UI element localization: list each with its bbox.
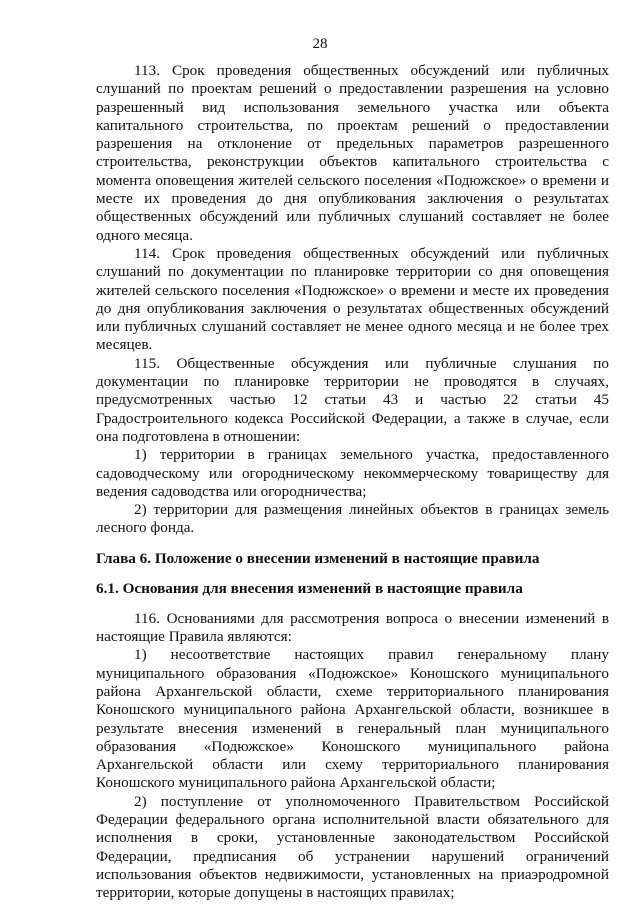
paragraph-115-item-2: 2) территории для размещения линейных объектов в границах земель лесного фонда.: [96, 501, 609, 537]
paragraph-116-item-2: 2) поступление от уполномоченного Правительством Российской Федерации федерального органа исполнительной власти обязательного для исполнения в сроки, установленные законодательством Российской Федерации, предписания об устранении нарушений ограничений использования объектов недвижимости, установленных на приаэродромной территории, которые допущены в настоящих правилах;: [96, 792, 609, 902]
paragraph-114: 114. Срок проведения общественных обсуждений или публичных слушаний по документации по планировке территории со дня оповещения жителей сельского поселения «Подюжское» о времени и месте их проведения до дня опубликования заключения о результатах общественных обсуждений или публичных слушаний составляет не менее одного месяца и не более трех месяцев.: [96, 244, 609, 354]
paragraph-115-item-1: 1) территории в границах земельного участка, предоставленного садоводческому или огородническому некоммерческому товариществу для ведения садоводства или огородничества;: [96, 446, 609, 500]
page-number: 28: [312, 36, 328, 52]
paragraph-116-item-1: 1) несоответствие настоящих правил генеральному плану муниципального образования «Подюжское» Коношского муниципального района Архангельской области, схеме территориального планирования Коношского муниципального района Архангельской области, возникшее в результате внесения изменений в генеральный план муниципального образования «Подюжское» Коношского муниципального района Архангельской области или схему территориального планирования Коношского муниципального района Архангельской области;: [96, 646, 609, 792]
paragraph-115: 115. Общественные обсуждения или публичные слушания по документации по планировке территории не проводятся в случаях, предусмотренных частью 12 статьи 43 и частью 22 статьи 45 Градостроительного кодекса Российской Федерации, а также в случае, если она подготовлена в отношении:: [96, 354, 609, 445]
chapter-heading: Глава 6. Положение о внесении изменений в настоящие правила: [96, 549, 540, 567]
paragraph-113: 113. Срок проведения общественных обсуждений или публичных слушаний по проектам решений о предоставлении разрешения на условно разрешенный вид использования земельного участка или объекта капитального строительства, по проектам решений о предоставлении разрешения на отклонение от предельных параметров разрешенного строительства, реконструкции объектов капитального строительства с момента оповещения жителей сельского поселения «Подюжское» о времени и месте их проведения до дня опубликования заключения о результатах общественных обсуждений или публичных слушаний составляет не более одного месяца.: [96, 62, 609, 244]
document-body: [96, 62, 609, 902]
section-heading: 6.1. Основания для внесения изменений в настоящие правила: [96, 579, 523, 597]
paragraph-116: 116. Основаниями для рассмотрения вопроса о внесении изменений в настоящие Правила являются:: [96, 609, 609, 646]
